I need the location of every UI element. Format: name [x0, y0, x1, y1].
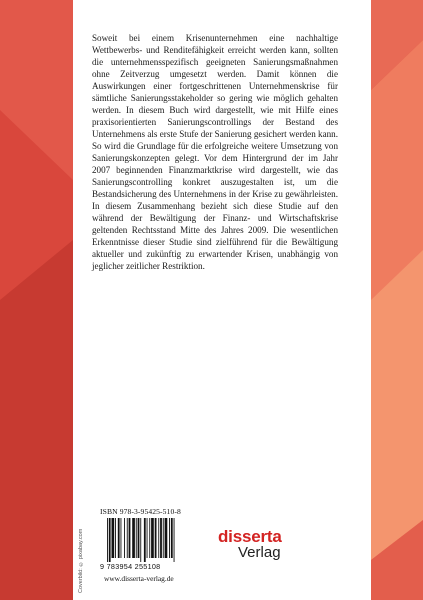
isbn-text: ISBN 978-3-95425-510-8 — [100, 507, 181, 516]
logo-verlag: Verlag — [238, 544, 281, 561]
barcode — [99, 518, 203, 570]
barcode-bar — [171, 518, 173, 558]
barcode-bar — [112, 518, 115, 558]
barcode-bar — [109, 518, 111, 562]
barcode-bar — [160, 518, 162, 558]
logo-disserta: disserta — [218, 527, 282, 546]
barcode-bar — [163, 518, 164, 558]
barcode-bar — [121, 518, 122, 558]
barcode-bar — [129, 518, 131, 558]
publisher-logo — [218, 528, 282, 560]
blurb-text: Soweit bei einem Krisenunternehmen eine nachhaltige Wettbewerbs- und Renditefähigkeit erreicht werden kann, sollten die unternehmensspezifisch geeigneten Sanierungsmaßnahmen ohne Zeitverzug umgesetzt werden. Damit können die Auswirkungen einer fortgeschrittenen Unternehmenskrise für sämtliche Sanierungsstakeholder so gering wie möglich gehalten werden. In diesem Buch wird dargestellt, wie mit Hilfe eines praxisorientierten Sanierungscontrollings der Bestand des Unternehmens als erste Stufe der Sanierung gesichert werden kann. So wird die Grundlage für die erfolgreiche weitere Umsetzung von Sanierungskonzepten gelegt. Vor dem Hintergrund der im Jahr 2007 beginnenden Finanzmarktkrise wird dargestellt, wie das Sanierungscontrolling konkret auszugestalten ist, um die Bestandsicherung des Unternehmens in der Krise zu gewährleisten. In diesem Zusammenhang bezieht sich diese Studie auf den während der Bewältigung der Finanz- und Wirtschaftskrise geltenden Rechtsstand Mitte des Jahres 2009. Die wesentlichen Erkenntnisse dieser Studie sind zielführend für die Bewältigung aktueller und zukünftig zu erwartender Krisen, unabhängig von jeglicher zeitlicher Restriktion. — [92, 33, 338, 271]
publisher-url: www.disserta-verlag.de — [104, 574, 174, 583]
barcode-bar — [132, 518, 135, 558]
barcode-bar — [151, 518, 154, 558]
barcode-bar — [174, 518, 175, 562]
barcode-bar — [140, 518, 141, 562]
barcode-bar — [138, 518, 140, 558]
barcode-bar — [127, 518, 128, 558]
barcode-number: 9 783954 255108 — [100, 562, 161, 570]
barcode-bar — [124, 518, 125, 558]
barcode-bar — [158, 518, 159, 558]
barcode-bar — [107, 518, 108, 562]
barcode-bar — [144, 518, 146, 562]
barcode-bar — [155, 518, 157, 558]
barcode-bar — [118, 518, 120, 558]
barcode-bar — [149, 518, 150, 558]
barcode-bar — [165, 518, 168, 558]
barcode-bar — [136, 518, 137, 558]
cover-credit: Coverbild: © pixabay.com — [78, 528, 84, 593]
barcode-bar — [147, 518, 148, 558]
barcode-bar — [115, 518, 116, 558]
barcode-bar — [169, 518, 170, 558]
